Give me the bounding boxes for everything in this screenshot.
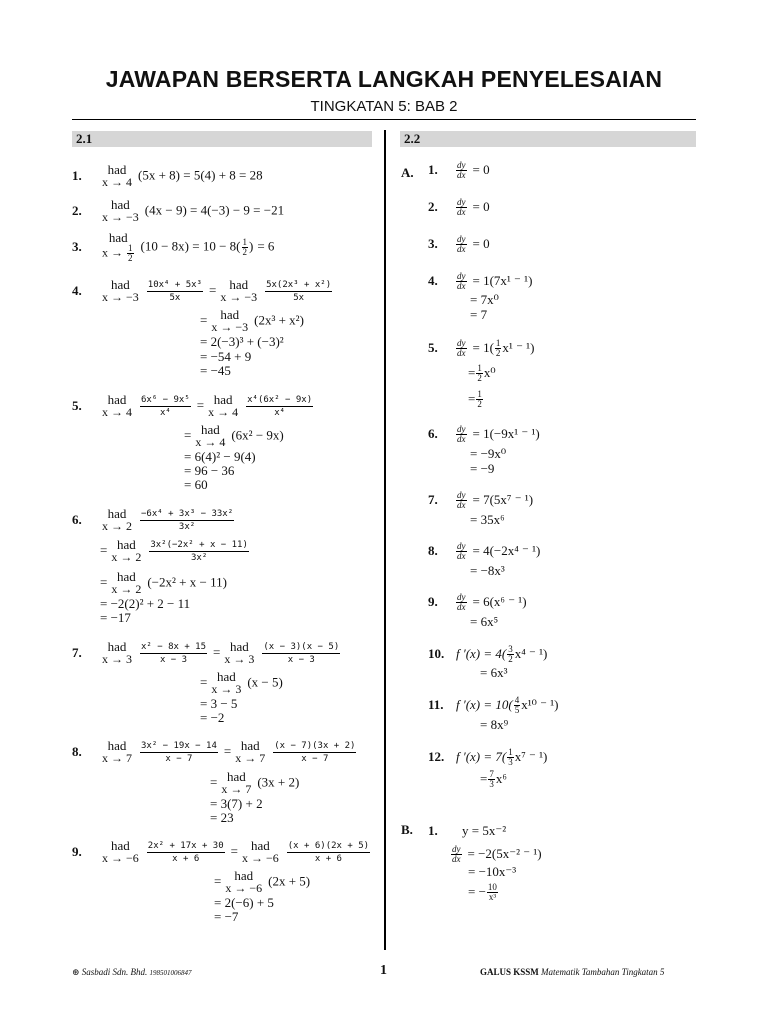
fraction: $\frac{1}{2}$ <box>477 363 482 383</box>
limit <box>102 163 132 189</box>
fraction <box>140 741 218 764</box>
fraction-denominator: x⁴ <box>159 407 171 418</box>
question-number: 10. <box>428 646 445 662</box>
question-number: 1. <box>428 823 438 838</box>
question-9-step-4: = −7 <box>214 909 239 924</box>
expression: (5x + 8) = 5(4) + 8 = 28 <box>138 167 263 183</box>
expression: = 1(7x¹ ⁻ ¹) <box>472 273 533 289</box>
limit-word: had <box>107 392 127 407</box>
question-6 <box>72 507 236 533</box>
derivative-notation: $\frac{dy}{dx}$ <box>457 338 466 358</box>
fraction-denominator: x − 7 <box>301 753 329 764</box>
question-number: 2. <box>72 202 82 218</box>
fraction-numerator: −6x⁴ + 3x³ − 33x² <box>141 508 234 519</box>
answer-a7 <box>428 491 533 510</box>
expression: (4x − 9) = 4(−3) − 9 = −21 <box>144 202 285 218</box>
expression-tail: x¹ ⁻ ¹) <box>502 340 535 356</box>
fraction <box>265 280 332 303</box>
limit-approach: x → −6 <box>241 851 279 865</box>
answer-a9-step-2: = 6x⁵ <box>470 614 499 629</box>
limit-word: had <box>229 277 249 292</box>
question-5-step-4: = 96 − 36 <box>184 463 235 478</box>
limit <box>102 393 132 419</box>
fraction-numerator: (x + 6)(2x + 5) <box>287 840 370 851</box>
derivative-notation: $\frac{dy}{dx}$ <box>457 197 466 217</box>
question-4-step-4: = −54 + 9 <box>200 349 252 364</box>
answer-a2 <box>428 198 490 217</box>
expression: = 0 <box>472 199 490 215</box>
limit-approach <box>102 244 135 263</box>
answer-a5 <box>428 339 534 358</box>
book-subject: Matematik Tambahan Tingkatan 5 <box>541 967 665 977</box>
limit <box>195 423 225 449</box>
expression: (−2x² + x − 11) <box>147 574 227 590</box>
answer-a8-step-2: = −8x³ <box>470 563 505 578</box>
expression: = 1( <box>472 340 494 356</box>
answer-b1 <box>428 822 506 840</box>
footer-publisher <box>72 967 192 978</box>
equals-sign: = <box>208 282 217 298</box>
question-number: 4. <box>428 273 438 289</box>
question-number: 5. <box>72 397 82 413</box>
fraction: $\frac{3}{2}$ <box>508 644 513 664</box>
limit-word: had <box>116 569 136 584</box>
limit <box>211 308 248 334</box>
expression: = 4(−2x⁴ ⁻ ¹) <box>472 543 541 559</box>
equals-sign: = <box>468 391 476 407</box>
limit-word: had <box>240 738 260 753</box>
fraction <box>147 280 203 303</box>
limit-approach: x → 4 <box>102 405 132 419</box>
fraction: $\frac{1}{2}$ <box>495 338 501 358</box>
equals-sign: = <box>196 397 205 413</box>
limit-word: had <box>111 197 130 212</box>
expression-tail: x⁷ ⁻ ¹) <box>514 749 548 765</box>
derivative-notation: $\frac{dy}{dx}$ <box>457 424 466 444</box>
fraction-numerator: 1 <box>242 236 247 247</box>
column-divider <box>384 130 386 950</box>
question-6-step-5: = −17 <box>100 610 131 625</box>
expression: f ′(x) = 10( <box>456 697 513 713</box>
limit-word: had <box>200 422 220 437</box>
answer-a4-step-2: = 7x⁰ <box>470 292 499 307</box>
answer-a10-step-2: = 6x³ <box>480 665 508 680</box>
question-number: 7. <box>72 644 82 660</box>
derivative-notation: $\frac{dy}{dx}$ <box>457 234 466 254</box>
fraction-numerator: x⁴(6x² − 9x) <box>247 394 313 405</box>
question-number: 9. <box>72 843 82 859</box>
question-7-step-2: = had x → 3 (x − 5) <box>200 669 283 696</box>
question-9-step-3: = 2(−6) + 5 <box>214 895 274 910</box>
fraction-denominator: x − 3 <box>159 654 188 665</box>
derivative-notation: $\frac{dy}{dx}$ <box>457 271 466 291</box>
answer-a9 <box>428 593 527 612</box>
question-8-step-2: = had x → 7 (3x + 2) <box>210 769 300 796</box>
expression: = −2(5x⁻² ⁻ ¹) <box>467 846 542 862</box>
fraction-denominator: 2 <box>242 246 247 257</box>
limit-approach: x → −3 <box>211 320 249 334</box>
question-number: 11. <box>428 697 444 713</box>
fraction <box>140 642 207 665</box>
question-5-step-2: = had x → 4 (6x² − 9x) <box>184 422 284 449</box>
question-5-step-3: = 6(4)² − 9(4) <box>184 449 256 464</box>
fraction-denominator: 2 <box>128 253 133 263</box>
limit-approach: x → −3 <box>220 290 258 304</box>
answer-a12 <box>428 748 547 767</box>
limit <box>111 570 141 596</box>
footer-book-title <box>480 967 664 977</box>
limit-word: had <box>226 769 246 784</box>
fraction <box>273 741 356 764</box>
limit-word: had <box>107 162 127 177</box>
question-2 <box>72 198 284 224</box>
fraction-denominator: 3x² <box>190 552 208 563</box>
limit-word: had <box>234 868 254 883</box>
limit-approach: x → −6 <box>225 881 263 895</box>
question-4-step-2: = had x → −3 (2x³ + x²) <box>200 307 304 334</box>
expression: (x − 5) <box>247 674 283 690</box>
answer-a6 <box>428 425 540 444</box>
fraction <box>262 642 340 665</box>
fraction-numerator: 6x⁶ − 9x⁵ <box>141 394 190 405</box>
expression: (2x³ + x²) <box>254 312 304 328</box>
answer-a8 <box>428 542 540 561</box>
limit-approach: x → −3 <box>102 210 139 224</box>
answer-a7-step-2: = 35x⁶ <box>470 512 505 527</box>
question-6-step-2: = had x → 2 $\frac{\text{3x²(−2x² + x − 11)}}{\text{3x²}}$ <box>100 537 248 564</box>
question-9-step-2: = had x → −6 (2x + 5) <box>214 868 311 895</box>
question-5-step-5: = 60 <box>184 477 208 492</box>
limit-word: had <box>111 838 130 853</box>
fraction: $\frac{7}{3}$ <box>489 769 494 789</box>
expression: = 0 <box>472 236 490 252</box>
expression: (10 − 8x) = 10 − 8 <box>140 238 237 254</box>
question-7-step-3: = 3 − 5 <box>200 696 238 711</box>
fraction-denominator: 5x <box>169 292 181 303</box>
question-number: 8. <box>72 743 82 759</box>
question-number: 2. <box>428 199 438 215</box>
derivative-notation: $\frac{dy}{dx}$ <box>457 490 466 510</box>
question-number: 3. <box>428 236 438 252</box>
fraction-denominator: 5x <box>293 292 305 303</box>
limit <box>102 198 139 224</box>
limit-word: had <box>229 639 249 654</box>
limit-word: had <box>108 230 128 245</box>
limit-approach: x → 4 <box>195 435 226 449</box>
question-7 <box>72 640 342 666</box>
fraction <box>147 841 225 864</box>
section-2-2-bar: 2.2 <box>400 131 696 147</box>
limit-word: had <box>220 307 240 322</box>
question-6-step-4: = −2(2)² + 2 − 11 <box>100 596 191 611</box>
limit <box>111 538 141 564</box>
answer-a1 <box>428 161 490 180</box>
fraction: $\frac{4}{5}$ <box>514 695 520 715</box>
question-number: 8. <box>428 543 438 559</box>
limit-approach: x → 2 <box>111 582 142 596</box>
fraction-numerator: (x − 3)(x − 5) <box>263 641 340 652</box>
answer-b1-step-3 <box>468 883 499 902</box>
question-8 <box>72 739 358 765</box>
equals-sign: = <box>230 843 238 859</box>
fraction-numerator: 10x⁴ + 5x³ <box>147 279 202 290</box>
limit-approach: x → 4 <box>208 405 239 419</box>
expression: = 7(5x⁷ ⁻ ¹) <box>472 492 534 508</box>
limit-word: had <box>111 277 130 292</box>
expression-tail: x¹⁰ ⁻ ¹) <box>521 697 559 713</box>
question-9 <box>72 839 372 865</box>
fraction <box>287 841 370 864</box>
fraction-numerator: 3x²(−2x² + x − 11) <box>150 539 248 550</box>
limit <box>102 739 132 765</box>
limit-approach: x → 7 <box>221 782 252 796</box>
fraction-numerator: 3x² − 19x − 14 <box>141 740 217 751</box>
fraction-numerator: 1 <box>128 243 133 253</box>
question-number: 6. <box>428 426 438 442</box>
fraction-numerator: (x − 7)(3x + 2) <box>274 740 356 751</box>
answer-a6-step-3: = −9 <box>470 461 495 476</box>
fraction-denominator: x⁴ <box>274 407 286 418</box>
section-2-1-bar: 2.1 <box>72 131 372 147</box>
fraction <box>140 395 191 418</box>
publisher-name: ⊛ Sasbadi Sdn. Bhd. <box>72 967 148 977</box>
limit <box>224 640 254 666</box>
question-number: 12. <box>428 749 445 765</box>
fraction: $\frac{1}{3}$ <box>508 747 513 767</box>
answer-a11-step-2: = 8x⁹ <box>480 717 509 732</box>
function: y = 5x⁻² <box>462 823 507 838</box>
limit-approach: x → 7 <box>235 751 266 765</box>
derivative-notation: $\frac{dy}{dx}$ <box>457 592 466 612</box>
page-number: 1 <box>380 963 387 978</box>
fraction <box>140 509 234 532</box>
question-number: 3. <box>72 238 82 254</box>
question-8-step-4: = 23 <box>210 810 234 825</box>
limit-word: had <box>213 392 233 407</box>
fraction <box>246 395 313 418</box>
question-1 <box>72 163 263 189</box>
fraction-denominator: x − 3 <box>287 654 315 665</box>
answer-a4 <box>428 272 532 291</box>
answer-a10 <box>428 645 547 664</box>
limit <box>242 839 279 865</box>
limit-word: had <box>116 537 136 552</box>
limit-word: had <box>107 639 127 654</box>
limit-word: had <box>216 669 236 684</box>
expression: = 0 <box>472 162 490 178</box>
limit <box>221 770 251 796</box>
part-a-label: A. <box>401 165 414 180</box>
expression: = 1(−9x¹ ⁻ ¹) <box>472 426 540 442</box>
limit-approach: x → 2 <box>111 550 142 564</box>
answer-a5-step-2: = $\frac{1}{2}$ x⁰ <box>468 363 496 383</box>
expression: (3x + 2) <box>257 774 300 790</box>
part-b-label: B. <box>401 822 413 837</box>
limit <box>208 393 238 419</box>
question-number: 4. <box>72 282 82 298</box>
book-series: GALUS KSSM <box>480 967 539 977</box>
question-4 <box>72 278 334 304</box>
equals-sign: = <box>213 644 221 660</box>
answer-b1-step-1 <box>451 845 542 864</box>
answer-b1-step-2: = −10x⁻³ <box>468 864 517 879</box>
limit <box>102 278 139 304</box>
fraction: $\frac{1}{2}$ <box>477 389 482 409</box>
fraction-numerator: 5x(2x³ + x²) <box>266 279 332 290</box>
limit-approach: x → 7 <box>102 751 132 765</box>
answer-a6-step-2: = −9x⁰ <box>470 446 507 461</box>
question-number: 6. <box>72 511 82 527</box>
question-5 <box>72 393 315 419</box>
fraction-denominator: x + 6 <box>314 853 342 864</box>
limit-approach: x → 2 <box>102 519 132 533</box>
question-number: 5. <box>428 340 438 356</box>
question-number: 9. <box>428 594 438 610</box>
answer-a4-step-3: = 7 <box>470 307 488 322</box>
derivative-notation: $\frac{dy}{dx}$ <box>457 541 466 561</box>
answer-a5-step-3 <box>468 390 484 409</box>
fraction-denominator: x − 7 <box>165 753 193 764</box>
question-number: 1. <box>428 162 438 178</box>
answer-a11 <box>428 696 558 715</box>
fraction-denominator: x + 6 <box>172 853 200 864</box>
limit-approach: x → 4 <box>102 175 132 189</box>
fraction-numerator: x² − 8x + 15 <box>141 641 207 652</box>
expression: f ′(x) = 7( <box>456 749 507 765</box>
question-6-step-3: = had x → 2 (−2x² + x − 11) <box>100 569 227 596</box>
question-3: 3. had x → $\frac{1}{2}$ (10 − 8x) = 10 − 8( $\frac{1}{2}$ ) = 6 <box>72 230 275 263</box>
limit <box>225 869 262 895</box>
title-rule <box>72 119 696 120</box>
publisher-registration: 198501006847 <box>149 969 192 977</box>
page-subtitle: TINGKATAN 5: BAB 2 <box>310 98 458 115</box>
limit-approach: x → 3 <box>102 652 132 666</box>
limit-prefix: x → <box>102 245 126 260</box>
answer-a3 <box>428 235 490 254</box>
expression: x⁰ <box>483 365 496 381</box>
limit <box>102 507 132 533</box>
limit <box>102 640 132 666</box>
limit <box>211 670 241 696</box>
limit <box>102 839 139 865</box>
question-number: 7. <box>428 492 438 508</box>
question-4-step-3: = 2(−3)³ + (−3)² <box>200 334 284 349</box>
equals-sign: = <box>223 743 232 759</box>
expression: (6x² − 9x) <box>231 427 284 443</box>
question-4-step-5: = −45 <box>200 363 231 378</box>
fraction-denominator: 3x² <box>178 521 196 532</box>
derivative-notation: $\frac{dy}{dx}$ <box>457 160 466 180</box>
limit-word: had <box>250 838 270 853</box>
expression: = − <box>468 884 486 900</box>
answer-a12-step-2: = $\frac{7}{3}$ x⁶ <box>480 769 507 789</box>
limit-word: had <box>107 738 127 753</box>
limit-word: had <box>107 506 127 521</box>
limit <box>235 739 265 765</box>
limit <box>220 278 257 304</box>
fraction: $\frac{10}{\text{x³}}$ <box>487 882 497 902</box>
fraction-numerator: 2x² + 17x + 30 <box>147 840 224 851</box>
page-title: JAWAPAN BERSERTA LANGKAH PENYELESAIAN <box>105 66 663 92</box>
question-7-step-4: = −2 <box>200 710 225 725</box>
expression: x⁶ <box>495 771 507 787</box>
limit-approach: x → −6 <box>102 851 139 865</box>
fraction <box>149 540 249 563</box>
expression: = 6(x⁶ ⁻ ¹) <box>472 594 527 610</box>
limit-approach: x → −3 <box>102 290 139 304</box>
expression: (2x + 5) <box>268 873 311 889</box>
limit-approach: x → 3 <box>224 652 255 666</box>
question-number: 1. <box>72 167 82 183</box>
question-8-step-3: = 3(7) + 2 <box>210 796 263 811</box>
limit <box>102 231 135 263</box>
expression-result: = 6 <box>257 238 275 254</box>
expression: f ′(x) = 4( <box>456 646 507 662</box>
derivative-notation: $\frac{dy}{dx}$ <box>452 844 461 864</box>
expression-tail: x⁴ ⁻ ¹) <box>514 646 548 662</box>
limit-approach: x → 3 <box>211 682 242 696</box>
